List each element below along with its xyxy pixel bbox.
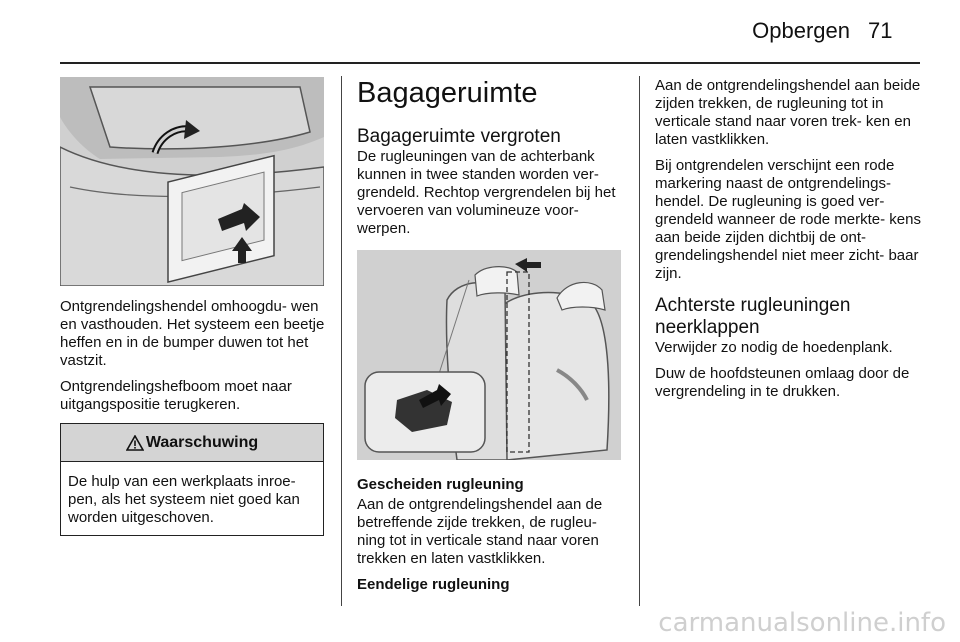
text-paragraph: De rugleuningen van de achterbank kunnen in twee standen worden ver- grendeld. Rechtop vergrendelen bij het vervoeren van volumineuze voor- werpen.: [357, 148, 616, 237]
subheading: Eendelige rugleuning: [357, 576, 510, 593]
text-paragraph: Duw de hoofdsteunen omlaag door de vergrendeling in te drukken.: [655, 365, 910, 400]
text-paragraph: Aan de ontgrendelingshendel aan de betreffende zijde trekken, de rugleu- ning tot in verticale stand naar voren trekken en laten vastklikken.: [357, 496, 603, 567]
rear-seat-illustration: [357, 250, 621, 460]
text-paragraph: Ontgrendelingshendel omhoogdu- wen en vasthouden. Het systeem een beetje heffen en in de bumper duwen tot het vastzit.: [60, 298, 325, 369]
watermark: carmanualsonline.info: [658, 608, 946, 638]
warning-header: [61, 424, 323, 462]
subheading: Gescheiden rugleuning: [357, 476, 524, 493]
warning-triangle-icon: [126, 435, 144, 451]
warning-body: De hulp van een werkplaats inroe- pen, als het systeem niet goed kan worden uitgeschoven.: [68, 473, 300, 526]
header-rule: [60, 62, 920, 64]
trunk-bumper-illustration: [60, 77, 324, 286]
subsection-heading: Bagageruimte vergroten: [357, 126, 561, 147]
page-header-title: Opbergen: [752, 18, 850, 43]
warning-box: [60, 423, 324, 536]
text-paragraph: Aan de ontgrendelingshendel aan beide zijden trekken, de rugleuning tot in verticale stand naar voren trek- ken en laten vastklikken.: [655, 77, 921, 148]
column-divider-right: [639, 76, 640, 606]
page-number: 71: [868, 18, 893, 43]
column-divider-left: [341, 76, 342, 606]
text-paragraph: Ontgrendelingshefboom moet naar uitgangspositie terugkeren.: [60, 378, 292, 413]
text-paragraph: Bij ontgrendelen verschijnt een rode markering naast de ontgrendelings- hendel. De rugleuning is goed ver- grendeld wanneer de rode merkte- kens aan beide zijden dichtbij de ont- grendelingshendel niet meer zicht- baar zijn.: [655, 157, 921, 282]
subsection-heading: Achterste rugleuningen neerklappen: [655, 295, 851, 338]
warning-title: Waarschuwing: [145, 433, 259, 451]
section-heading: Bagageruimte: [357, 77, 538, 109]
text-paragraph: Verwijder zo nodig de hoedenplank.: [655, 339, 893, 356]
